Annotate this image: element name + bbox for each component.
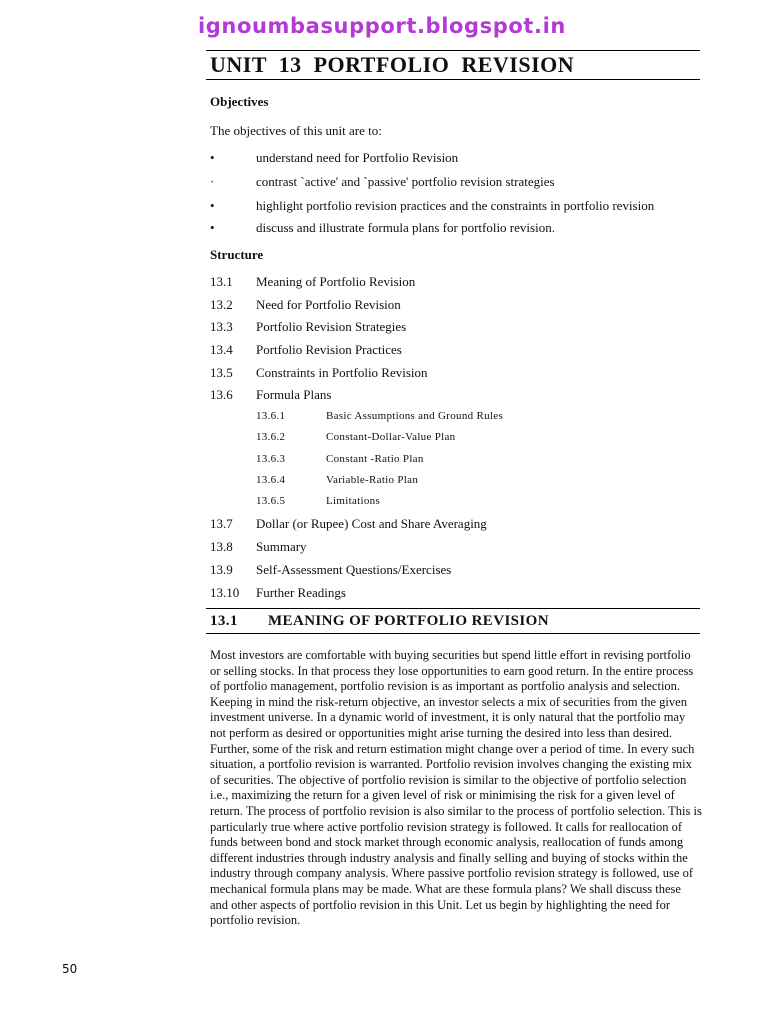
toc-number: 13.4 [210, 342, 233, 357]
section-top-rule [206, 608, 700, 609]
toc-title: Need for Portfolio Revision [256, 297, 401, 312]
toc-number: 13.10 [210, 585, 240, 600]
objective-text: contrast `active' and `passive' portfolio revision strategies [256, 174, 555, 189]
section-body-paragraph: Most investors are comfortable with buying securities but spend little effort in revising portfolio or selling stocks. In that process they lose opportunities to earn good return. In the entire process of portfolio management, portfolio revision is as important as portfolio analysis and selection. Keeping in mind the risk-return objective, an investor selects a mix of securities from the given investment universe. In a dynamic world of investment, it is only natural that the portfolio may not perform as desired or opportunities might arise turning the desired into less than desired. Further, some of the risk and return estimation might change over a period of time. In every such situation, a portfolio revision is warranted. Portfolio revision involves changing the existing mix of securities. The objective of portfolio revision is similar to the objective of portfolio selection i.e., maximizing the return for a given level of risk or minimising the risk for a given level of return. The process of portfolio revision is also similar to the process of portfolio selection. This is particularly true where active portfolio revision strategy is followed. It calls for reallocation of funds between bond and stock market through economic analysis, reallocation of funds among different industries through industry analysis and finally selling and buying of stocks within the industry through company analysis. Where passive portfolio revision strategy is followed, use of mechanical formula plans may be made. What are these formula plans? We shall discuss these and other aspects of portfolio revision in this Unit. Let us begin by highlighting the need for portfolio revision. [210, 648, 702, 928]
objectives-heading: Objectives [210, 94, 269, 109]
toc-title: Self-Assessment Questions/Exercises [256, 562, 452, 577]
toc-number: 13.2 [210, 297, 233, 312]
toc-title: Portfolio Revision Practices [256, 342, 402, 357]
toc-title: Summary [256, 539, 307, 554]
objectives-intro: The objectives of this unit are to: [210, 123, 382, 138]
bullet-icon: • [210, 220, 215, 235]
title-top-rule [206, 50, 700, 51]
page-number: 50 [62, 962, 78, 976]
objective-text: discuss and illustrate formula plans for portfolio revision. [256, 220, 555, 235]
toc-subnumber: 13.6.4 [256, 474, 286, 486]
toc-subtitle: Constant -Ratio Plan [326, 453, 424, 465]
toc-title: Portfolio Revision Strategies [256, 319, 407, 334]
toc-subtitle: Constant-Dollar-Value Plan [326, 431, 456, 443]
toc-subnumber: 13.6.2 [256, 431, 286, 443]
toc-number: 13.6 [210, 387, 233, 402]
toc-subnumber: 13.6.1 [256, 410, 286, 422]
section-title: MEANING OF PORTFOLIO REVISION [268, 613, 549, 629]
toc-title: Formula Plans [256, 387, 332, 402]
section-number: 13.1 [210, 613, 238, 629]
watermark-url: ignoumbasupport.blogspot.in [198, 14, 566, 38]
toc-number: 13.5 [210, 365, 233, 380]
section-bottom-rule [206, 633, 700, 634]
bullet-icon: · [210, 174, 215, 189]
toc-number: 13.7 [210, 516, 233, 531]
toc-number: 13.8 [210, 539, 233, 554]
toc-subtitle: Limitations [326, 495, 381, 507]
toc-number: 13.1 [210, 274, 233, 289]
toc-subnumber: 13.6.5 [256, 495, 286, 507]
bullet-icon: • [210, 150, 215, 165]
toc-number: 13.9 [210, 562, 233, 577]
toc-subnumber: 13.6.3 [256, 453, 286, 465]
toc-title: Constraints in Portfolio Revision [256, 365, 428, 380]
bullet-icon: • [210, 198, 215, 213]
toc-subtitle: Variable-Ratio Plan [326, 474, 419, 486]
structure-heading: Structure [210, 247, 264, 262]
toc-number: 13.3 [210, 319, 233, 334]
toc-subtitle: Basic Assumptions and Ground Rules [326, 410, 504, 422]
objective-text: highlight portfolio revision practices and the constraints in portfolio revision [256, 198, 655, 213]
section-heading [210, 613, 549, 630]
toc-title: Further Readings [256, 585, 346, 600]
toc-title: Meaning of Portfolio Revision [256, 274, 416, 289]
toc-title: Dollar (or Rupee) Cost and Share Averaging [256, 516, 487, 531]
unit-title: UNIT 13 PORTFOLIO REVISION [210, 52, 575, 77]
objective-text: understand need for Portfolio Revision [256, 150, 459, 165]
title-bottom-rule [206, 79, 700, 80]
